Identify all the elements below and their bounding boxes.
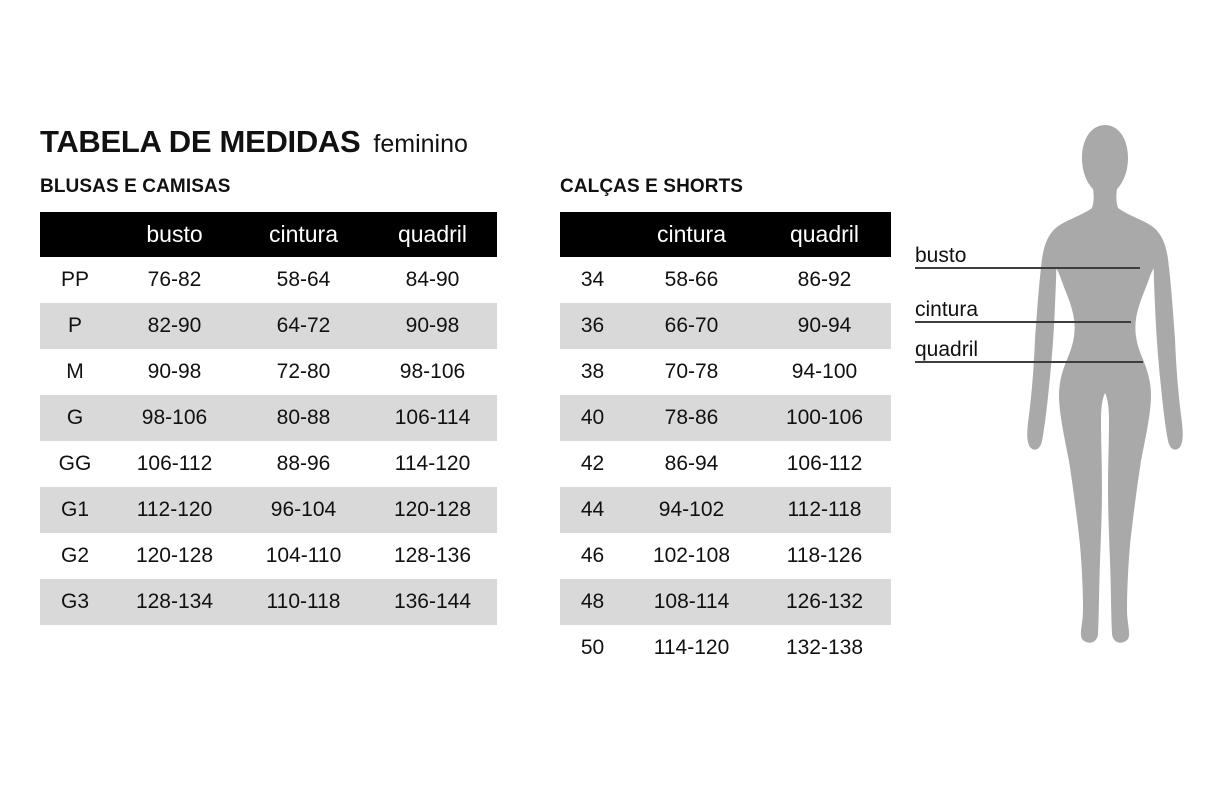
table-row: [560, 625, 891, 671]
column-header: busto: [110, 212, 239, 257]
size-cell: 50: [580, 636, 605, 659]
blusas-measurements-table: [40, 212, 497, 625]
measure-range-cell: 58-66: [664, 268, 719, 291]
cintura-measure-label: cintura: [915, 298, 979, 321]
size-cell: 40: [580, 406, 605, 429]
measure-range-cell: 70-78: [664, 360, 719, 383]
table-row: [40, 533, 497, 579]
page-title-gender: feminino: [373, 130, 468, 158]
size-cell: 38: [580, 360, 605, 383]
measure-range-cell: 86-92: [797, 268, 852, 291]
measure-range-cell: 84-90: [405, 268, 460, 291]
table-header-row: [560, 212, 891, 257]
column-header: quadril: [368, 212, 497, 257]
size-cell: 42: [580, 452, 605, 475]
size-cell: GG: [58, 452, 92, 475]
table-row: [40, 395, 497, 441]
size-cell: 46: [580, 544, 605, 567]
table-row: [40, 579, 497, 625]
measure-range-cell: 94-100: [791, 360, 858, 383]
size-cell: 48: [580, 590, 605, 613]
measure-range-cell: 64-72: [276, 314, 331, 337]
measure-range-cell: 106-112: [136, 452, 213, 475]
measure-range-cell: 114-120: [653, 636, 730, 659]
table-row: [560, 349, 891, 395]
measure-range-cell: 106-114: [394, 406, 471, 429]
size-cell: P: [67, 314, 82, 337]
measure-range-cell: 80-88: [276, 406, 331, 429]
measure-range-cell: 98-106: [141, 406, 208, 429]
size-cell: 36: [580, 314, 605, 337]
measure-range-cell: 82-90: [147, 314, 202, 337]
female-body-silhouette: [1025, 125, 1185, 650]
measure-range-cell: 104-110: [265, 544, 342, 567]
column-header: cintura: [239, 212, 368, 257]
column-header: cintura: [625, 212, 758, 257]
measure-range-cell: 112-120: [136, 498, 213, 521]
measure-range-cell: 58-64: [276, 268, 331, 291]
measure-range-cell: 132-138: [785, 636, 864, 659]
table-row: [40, 303, 497, 349]
measure-range-cell: 118-126: [786, 544, 863, 567]
measure-range-cell: 110-118: [266, 590, 341, 613]
measure-range-cell: 90-98: [147, 360, 202, 383]
quadril-measure-label: quadril: [915, 338, 979, 361]
busto-measure-label: busto: [915, 244, 967, 267]
table-row: [560, 487, 891, 533]
size-cell: G1: [60, 498, 89, 521]
measure-range-cell: 90-94: [797, 314, 852, 337]
measure-range-cell: 72-80: [276, 360, 331, 383]
size-cell: G2: [60, 544, 89, 567]
measure-range-cell: 120-128: [393, 498, 472, 521]
measure-range-cell: 100-106: [785, 406, 864, 429]
measure-range-cell: 98-106: [399, 360, 466, 383]
measure-range-cell: 108-114: [653, 590, 730, 613]
size-cell: 34: [580, 268, 605, 291]
page-title: [40, 124, 468, 160]
measure-range-cell: 112-118: [787, 498, 862, 521]
table-row: [40, 441, 497, 487]
table-row: [560, 257, 891, 303]
table-row: [560, 579, 891, 625]
table-header-row: [40, 212, 497, 257]
measure-range-cell: 120-128: [135, 544, 214, 567]
table-row: [40, 257, 497, 303]
column-header: [560, 212, 625, 257]
size-cell: G: [66, 406, 84, 429]
measure-range-cell: 136-144: [393, 590, 472, 613]
measure-range-cell: 88-96: [276, 452, 331, 475]
table-row: [560, 533, 891, 579]
measure-range-cell: 102-108: [652, 544, 731, 567]
table-row: [560, 395, 891, 441]
measure-range-cell: 94-102: [658, 498, 725, 521]
measure-range-cell: 76-82: [147, 268, 202, 291]
size-cell: PP: [60, 268, 89, 291]
size-cell: M: [66, 360, 84, 383]
cintura-measure-line: [915, 321, 1131, 323]
column-header: [40, 212, 110, 257]
measure-range-cell: 114-120: [394, 452, 471, 475]
measure-range-cell: 86-94: [664, 452, 719, 475]
busto-measure-line: [915, 267, 1140, 269]
quadril-measure-line: [915, 361, 1143, 363]
table-row: [40, 487, 497, 533]
section-title-blusas: BLUSAS E CAMISAS: [40, 176, 231, 197]
measure-range-cell: 128-134: [135, 590, 214, 613]
measure-range-cell: 90-98: [405, 314, 460, 337]
measure-range-cell: 66-70: [664, 314, 719, 337]
measure-range-cell: 126-132: [785, 590, 864, 613]
measure-range-cell: 128-136: [393, 544, 472, 567]
female-silhouette-icon: [1025, 125, 1185, 650]
calcas-measurements-table: [560, 212, 891, 671]
measure-range-cell: 96-104: [270, 498, 337, 521]
table-row: [560, 441, 891, 487]
measure-range-cell: 78-86: [664, 406, 719, 429]
table-row: [560, 303, 891, 349]
table-row: [40, 349, 497, 395]
section-title-calcas: CALÇAS E SHORTS: [560, 176, 744, 197]
size-cell: 44: [580, 498, 605, 521]
page-title-main: TABELA DE MEDIDAS: [40, 124, 361, 159]
column-header: quadril: [758, 212, 891, 257]
size-cell: G3: [60, 590, 89, 613]
measure-range-cell: 106-112: [786, 452, 863, 475]
